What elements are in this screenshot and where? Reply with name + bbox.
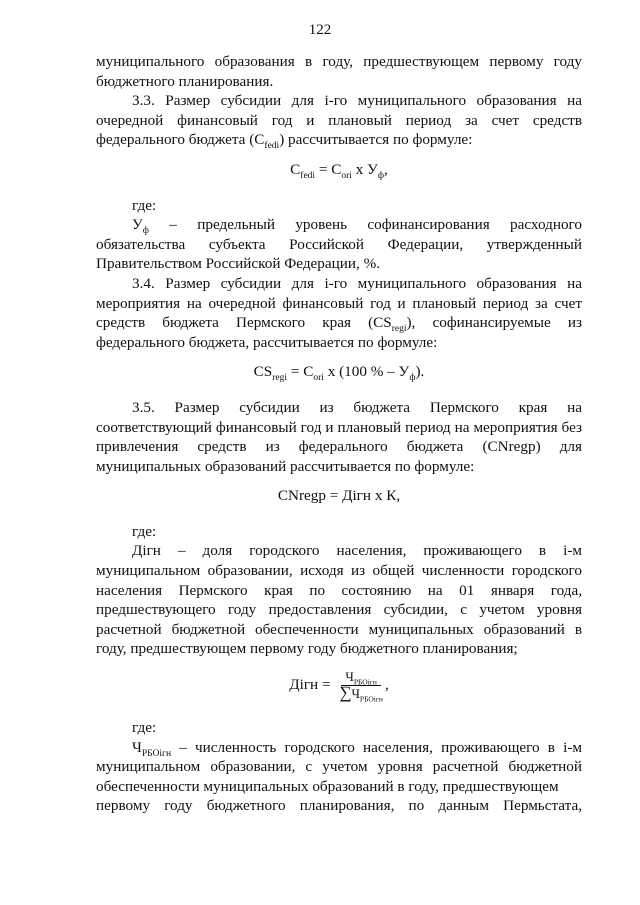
formula-c-fedi: $C_{fedi} = C_{ori}$ х $У_ф$, bbox=[290, 160, 388, 181]
fraction-denominator: $\sum Ч_{РБОігн}$ bbox=[339, 683, 383, 704]
definition-digh: Дігн – доля городского населения, проживающего в і-м муниципальном образовании, исходя из общей численности городского населения Пермского края по состоянию на 01 января года, предшествующего году предоставления субсидии, с учетом уровня расчетной бюджетной обеспеченности муниципальных образований в году, предшествующем первому году бюджетного планирования; bbox=[96, 542, 582, 658]
document-body bbox=[96, 52, 582, 816]
where-label-2: где: bbox=[132, 522, 157, 540]
section-3-3-paragraph: 3.3. Размер субсидии для i-го муниципального образования на очередной финансовый год и плановый период за счет средств федерального бюджета $(C_{fedi})$ рассчитывается по формуле: bbox=[96, 92, 582, 152]
formula-digh-fraction: Дігн = $\frac{Ч_{РБОігн}}{\sum Ч_{РБОігн}}$ , bbox=[289, 669, 389, 704]
section-3-4-paragraph: 3.4. Размер субсидии для i-го муниципального образования на мероприятия на очередной финансовый год и плановый период за счет средств бюджета Пермского края $(CS_{regi})$, софинансируемые из федерального бюджета, рассчитывается по формуле: bbox=[96, 274, 582, 351]
where-label-1: где: bbox=[132, 196, 157, 214]
definition-u-f: $У_ф$ – предельный уровень софинансирования расходного обязательства субъекта Российской Федерации, утвержденный Правительством Российской Федерации, %. bbox=[96, 216, 582, 273]
where-label-3: где: bbox=[132, 719, 157, 737]
fraction bbox=[337, 669, 385, 702]
page-number: 122 bbox=[308, 22, 332, 38]
formula-cnregp: CNregp = Дігн х К, bbox=[277, 487, 401, 505]
definition-ch-rbo-last-line: первому году бюджетного планирования, по данным Пермьстата, bbox=[96, 797, 582, 815]
definition-ch-rbo: $Ч_{РБОігн}$ – численность городского населения, проживающего в і-м муниципальном образовании, с учетом уровня расчетной бюджетной обеспеченности муниципальных образований в году, предшествующем bbox=[96, 738, 582, 795]
paragraph-continuation: муниципального образования в году, предшествующем первому году бюджетного планирования. bbox=[96, 53, 582, 90]
section-3-5-paragraph: 3.5. Размер субсидии из бюджета Пермского края на соответствующий финансовый год и плановый период на мероприятия без привлечения средств из федерального бюджета (CNregp) для муниципальных образований рассчитывается по формуле: bbox=[96, 398, 582, 475]
formula-cs-regi: $CS_{regi} = C_{ori}$ х (100 % – $У_ф$). bbox=[253, 363, 425, 384]
fraction-numerator: $Ч_{РБОігн}$ bbox=[341, 669, 380, 686]
